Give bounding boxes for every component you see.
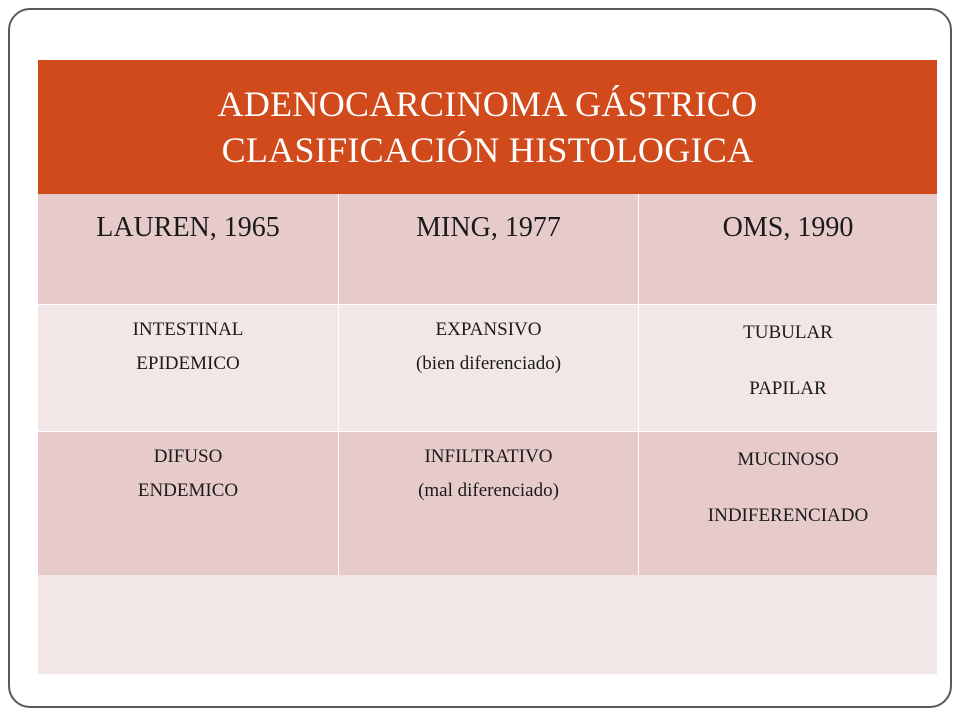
cell-lauren <box>38 305 338 431</box>
empty-table-row <box>38 575 937 674</box>
header-oms: OMS, 1990 <box>638 194 937 304</box>
cell-text: (mal diferenciado) <box>418 480 559 501</box>
cell-text: DIFUSO <box>153 446 223 467</box>
cell-text: ENDEMICO <box>137 480 239 501</box>
table-row <box>38 305 937 431</box>
cell-text: INDIFERENCIADO <box>707 505 869 526</box>
cell-text: INFILTRATIVO <box>424 446 553 467</box>
title-line-2: CLASIFICACIÓN HISTOLOGICA <box>221 130 754 170</box>
classification-table <box>38 60 937 674</box>
cell-oms <box>638 432 937 575</box>
header-lauren: LAUREN, 1965 <box>96 212 280 243</box>
cell-lauren <box>38 432 338 575</box>
cell-ming <box>338 432 638 575</box>
cell-ming <box>338 305 638 431</box>
cell-text: EPIDEMICO <box>136 353 240 374</box>
cell-text: MUCINOSO <box>737 449 839 470</box>
table-title <box>38 60 937 194</box>
table-header-row <box>38 194 937 304</box>
cell-text: (bien diferenciado) <box>415 353 562 374</box>
table-row <box>38 432 937 575</box>
cell-text: TUBULAR <box>743 322 833 343</box>
cell-text: INTESTINAL <box>132 319 244 340</box>
cell-text: EXPANSIVO <box>435 319 542 340</box>
cell-oms <box>638 305 937 431</box>
header-ming: MING, 1977 <box>338 194 638 304</box>
title-line-1: ADENOCARCINOMA GÁSTRICO <box>217 84 758 124</box>
cell-text: PAPILAR <box>749 378 827 399</box>
